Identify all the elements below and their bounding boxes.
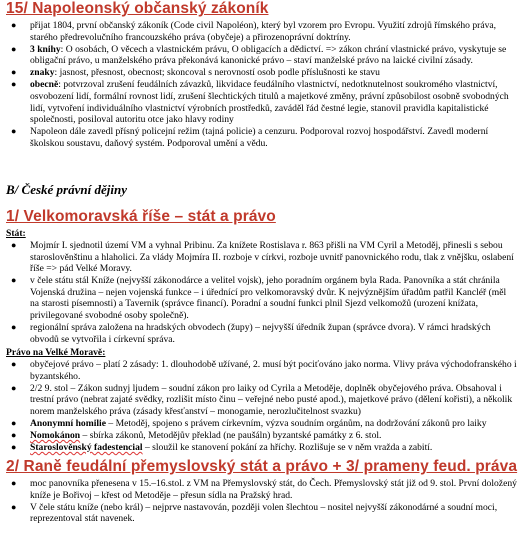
bullet-icon: ● [11, 67, 17, 78]
bullet-list [0, 240, 521, 346]
list-item: ● obecně: potvrzoval zrušení feudálních závazků, likvidace feudálního vlastnictví, nedotknutelnost soukromého vlastnictví, osvobození lidí, formální rovnost lidí, zrušení šlechtických titulů a majetkové změny, právní způsobilost osobně svobodných lidí, vytvoření individuálního vlastnictví výrobních prostředků, zaváděl řád čestné legie, stanovil pravidla kapitalistické společnosti, posiloval autoritu otce jako hlavy rodiny [11, 79, 509, 126]
bullet-icon: ● [11, 20, 17, 30]
bullet-icon: ● [11, 430, 17, 441]
bullet-icon: ● [11, 322, 17, 333]
list-item: ● regionální správa založena na hradských obvodech (župy) – nejvyšší úředník župan (správce dvora). V rámci hradských obvodů se vytvořila i církevní správa. [11, 322, 491, 345]
list-item: ● V čele státu kníže (nebo král) – nejprve nastavován, později volen šlechtou – nositel nejvyšší zákonodárné a soudní moci, reprezentoval stát navenek. [11, 501, 498, 525]
bullet-list [0, 20, 521, 150]
list-item: ● Anonymní homilie – Metoděj, spojeno s právem církevním, výzva soudním orgánům, na dodržování zákonů pro laiky [11, 417, 487, 429]
section-heading: 1/ Velkomoravská říše – stát a právo [6, 208, 276, 225]
bullet-icon: ● [11, 501, 17, 512]
list-item: ● Nomokánon – sbírka zákonů, Metodějův překlad (ne paušáln) byzantské památky z 6. stol. [11, 430, 382, 442]
bullet-list [0, 478, 521, 525]
list-item: ● moc panovníka přenesena v 15.–16.stol. z VM na Přemyslovský stát, do Čech. Přemyslovský stát již od 9. stol. První doložený kníže je Bořivoj – křest od Metoděje – přesun sídla na Pražský hrad. [11, 478, 517, 501]
list-item: ● přijat 1804, první občanský zákoník (Code civil Napoléon), který byl vzorem pro Evropu. Využití zdrojů římského práva, starého předrevolučního francouzského práva (obyčeje) a přirozenoprávní doktríny. [11, 20, 497, 43]
subheading: Stát: [6, 228, 26, 239]
list-item: ● v čele státu stál Kníže (nejvyšší zákonodárce a velitel vojsk), jeho poradním orgánem byla Rada. Panovníka a stát chránila Vojenská družina – nejen vojenská funkce – i úřednící pro velkomoravský dvůr. K nejvýznějším úřadům patřil Kancléř (měl na starosti písemnosti) a Tavernik (správce financí). Poradní a soudní funkci plnil Sjezd velkomožů (urození knížata, privilegované svobodné osoby společně). [11, 275, 507, 322]
list-item: ● Staroslověnský fadestencial – sloužil ke stanovení pokání za hříchy. Rozlišuje se v něm vražda a zabití. [11, 442, 433, 454]
section-heading: 2/ Raně feudální přemyslovský stát a právo + 3/ prameny feud. práva [6, 458, 518, 475]
bullet-icon: ● [11, 79, 17, 90]
list-item: ● 3 knihy: O osobách, O věcech a vlastnickém právu, O obligacích a dědictví. => zákon chrání vlastnické právo, vyskytuje se obligační právo, u manželského práva překonává kanonické právo – staví manželské právo na laické civilní zásady. [11, 43, 507, 67]
bullet-list [0, 359, 521, 454]
bullet-icon: ● [11, 43, 17, 54]
bullet-icon: ● [11, 417, 17, 428]
list-item: ● Mojmír I. sjednotil území VM a vyhnal Pribinu. Za knížete Rostislava r. 863 přišli na VM Cyril a Metoděj, přinesli s sebou staroslověnštinu a hlaholici. Za vlády Mojmíra II. rozboje v církvi, rozboje uvnitř panovnického rodu, tlak z vnějšku, oslabení říše => pád Velké Moravy. [11, 240, 514, 275]
list-item: ● znaky: jasnost, přesnost, obecnost; skoncoval s nerovností osob podle příslušnosti ke stavu [11, 67, 380, 79]
bullet-icon: ● [11, 359, 17, 369]
subheading: Právo na Velké Moravě: [6, 347, 106, 358]
bullet-icon: ● [11, 442, 17, 453]
section-heading: 15/ Napoleonský občanský zákoník [6, 0, 269, 17]
bullet-icon: ● [11, 382, 17, 393]
bullet-icon: ● [11, 478, 17, 488]
list-item: ● obyčejové právo – platí 2 zásady: 1. dlouhodobě užívané, 2. musí být pociťováno jako norma. Vlivy práva východofranského i byzantského. [11, 359, 517, 382]
part-heading: B/ České právní dějiny [6, 182, 127, 197]
bullet-icon: ● [11, 126, 17, 137]
list-item: ● 2/2 9. stol – Zákon sudnyj ljudem – soudní zákon pro laiky od Cyrila a Metoděje, doplněk obyčejového práva. Obsahoval i trestní právo (nebrat zajaté svědky, rozlišit místo činu – veřejné nebo pusté apod.), majetkové právo (dělení kořisti), a několik norem manželského práva (zásady křesťanství – monogamie, nerozlučitelnost svazku) [11, 382, 513, 417]
bullet-icon: ● [11, 275, 17, 286]
list-item: ● Napoleon dále zavedl přísný policejní režim (tajná policie) a cenzuru. Podporoval rozvoj hospodářství. Zavedl moderní školskou soustavu, daňový systém. Podporoval umění a vědu. [11, 126, 489, 149]
bullet-icon: ● [11, 240, 17, 250]
